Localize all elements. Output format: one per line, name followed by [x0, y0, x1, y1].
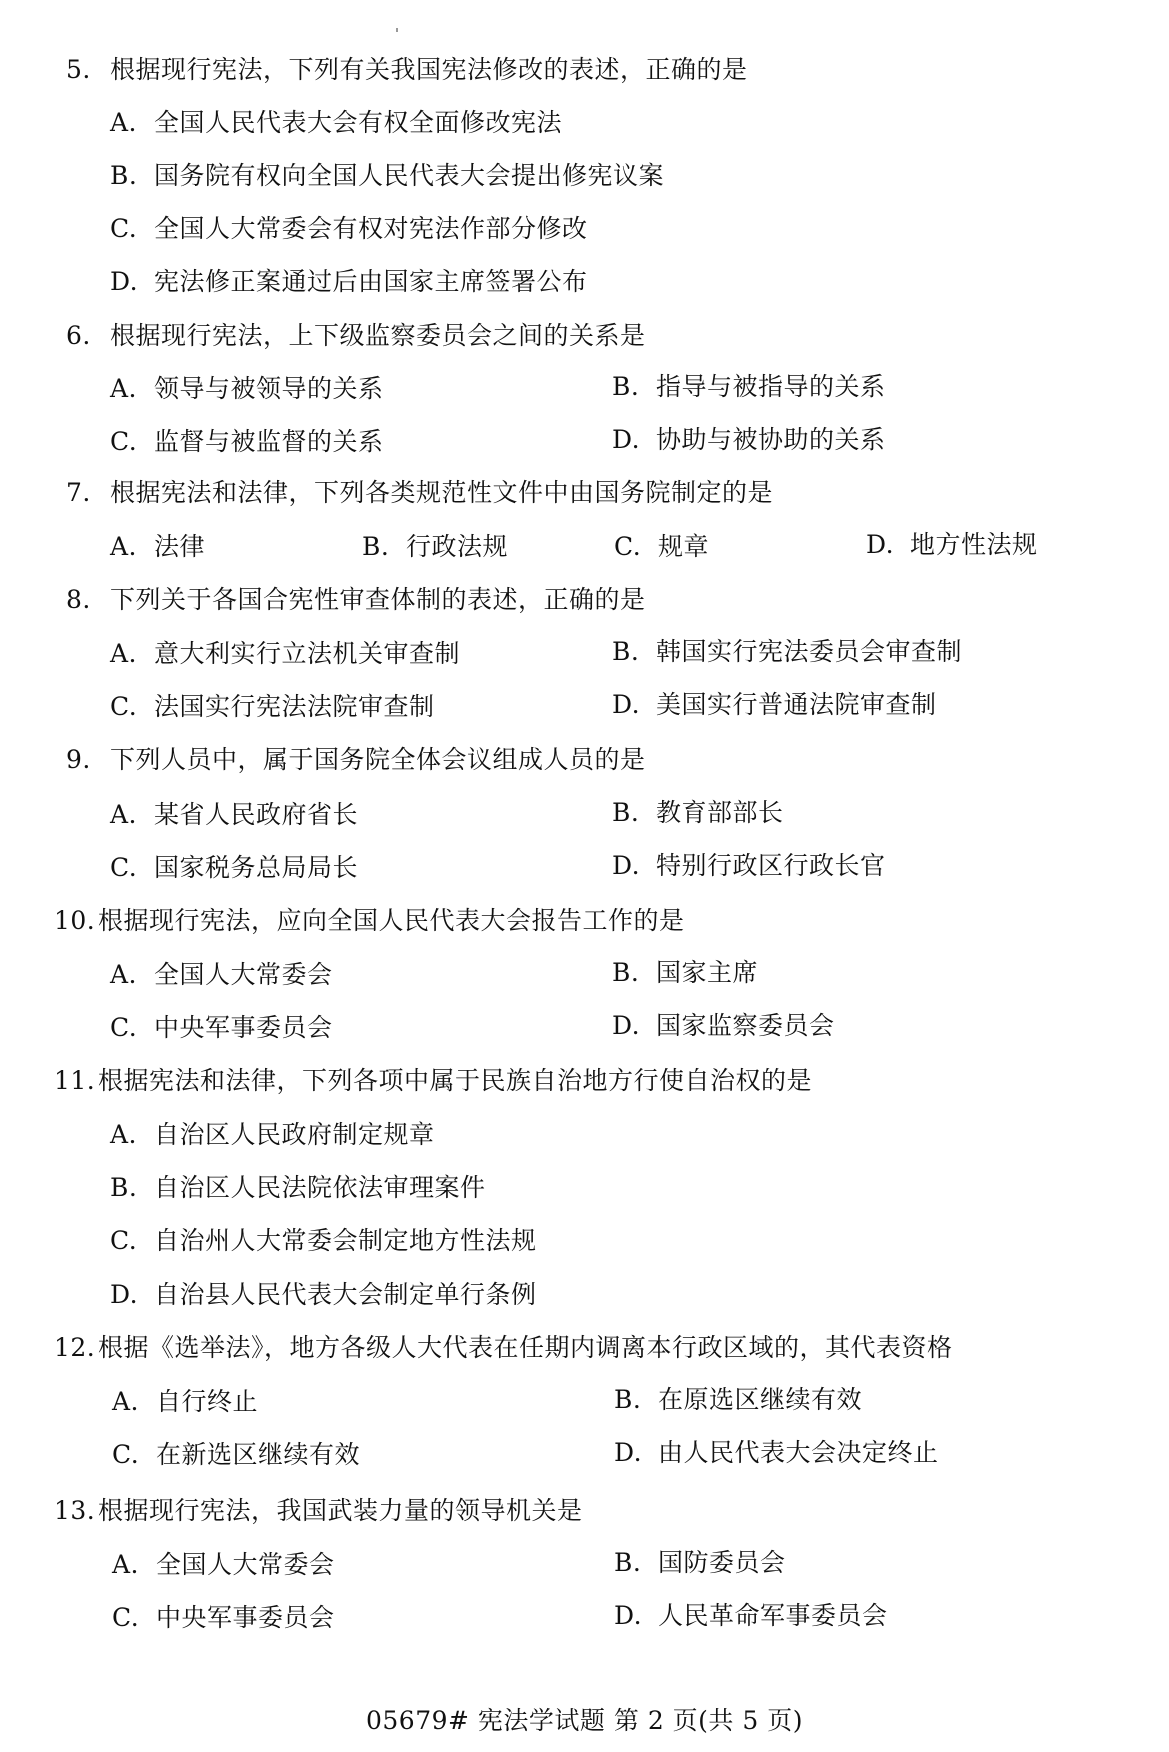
- question-text: 根据现行宪法，下列有关我国宪法修改的表述，正确的是: [110, 55, 748, 84]
- question-13-option-d: D. 人民革命军事委员会: [614, 1601, 888, 1630]
- question-number: 13.: [54, 1496, 96, 1525]
- question-number: 8.: [66, 585, 91, 614]
- question-number: 6.: [66, 321, 91, 350]
- question-11-option-a: A. 自治区人民政府制定规章: [110, 1120, 435, 1149]
- question-text: 根据宪法和法律，下列各类规范性文件中由国务院制定的是: [110, 478, 774, 507]
- question-text: 下列人员中，属于国务院全体会议组成人员的是: [110, 745, 646, 774]
- question-13-stem: [54, 1496, 583, 1526]
- question-7-option-d: D. 地方性法规: [866, 530, 1038, 559]
- question-10-option-c: C. 中央军事委员会: [110, 1013, 333, 1042]
- question-11-option-b: B. 自治区人民法院依法审理案件: [110, 1173, 486, 1202]
- question-12-option-d: D. 由人民代表大会决定终止: [614, 1438, 939, 1467]
- question-7-option-a: A. 法律: [110, 532, 206, 561]
- question-13-option-a: A. 全国人大常委会: [112, 1550, 335, 1579]
- question-number: 11.: [54, 1066, 96, 1095]
- question-6-option-d: D. 协助与被协助的关系: [612, 425, 886, 454]
- question-text: 根据现行宪法，我国武装力量的领导机关是: [98, 1496, 583, 1525]
- question-number: 7.: [66, 478, 91, 507]
- question-5-option-a: A. 全国人民代表大会有权全面修改宪法: [110, 108, 563, 137]
- question-13-option-c: C. 中央军事委员会: [112, 1603, 335, 1632]
- question-5-stem: [66, 55, 748, 85]
- question-6-option-c: C. 监督与被监督的关系: [110, 427, 384, 456]
- question-8-stem: [66, 585, 646, 615]
- question-number: 5.: [66, 55, 91, 84]
- question-9-option-d: D. 特别行政区行政长官: [612, 851, 886, 880]
- question-7-stem: [66, 478, 773, 508]
- question-8-option-b: B. 韩国实行宪法委员会审查制: [612, 637, 963, 666]
- question-8-option-c: C. 法国实行宪法法院审查制: [110, 692, 435, 721]
- scan-speck: [396, 28, 398, 32]
- question-7-option-b: B. 行政法规: [362, 532, 509, 561]
- question-text: 根据现行宪法，应向全国人民代表大会报告工作的是: [98, 906, 685, 935]
- question-6-option-a: A. 领导与被领导的关系: [110, 374, 384, 403]
- question-text: 根据《选举法》，地方各级人大代表在任期内调离本行政区域的，其代表资格: [98, 1333, 953, 1362]
- question-10-option-b: B. 国家主席: [612, 958, 759, 987]
- question-number: 12.: [54, 1333, 96, 1362]
- question-11-option-d: D. 自治县人民代表大会制定单行条例: [110, 1280, 537, 1309]
- question-12-stem: [54, 1333, 953, 1363]
- question-8-option-a: A. 意大利实行立法机关审查制: [110, 639, 461, 668]
- question-9-option-c: C. 国家税务总局局长: [110, 853, 359, 882]
- question-13-option-b: B. 国防委员会: [614, 1548, 786, 1577]
- question-12-option-b: B. 在原选区继续有效: [614, 1385, 863, 1414]
- question-number: 9.: [66, 745, 91, 774]
- question-6-option-b: B. 指导与被指导的关系: [612, 372, 886, 401]
- question-text: 根据现行宪法，上下级监察委员会之间的关系是: [110, 321, 646, 350]
- question-5-option-c: C. 全国人大常委会有权对宪法作部分修改: [110, 214, 588, 243]
- question-11-option-c: C. 自治州人大常委会制定地方性法规: [110, 1226, 537, 1255]
- question-11-stem: [54, 1066, 813, 1096]
- question-9-option-a: A. 某省人民政府省长: [110, 800, 359, 829]
- question-5-option-b: B. 国务院有权向全国人民代表大会提出修宪议案: [110, 161, 665, 190]
- question-text: 下列关于各国合宪性审查体制的表述，正确的是: [110, 585, 646, 614]
- question-9-option-b: B. 教育部部长: [612, 798, 784, 827]
- question-text: 根据宪法和法律，下列各项中属于民族自治地方行使自治权的是: [98, 1066, 813, 1095]
- question-9-stem: [66, 745, 646, 775]
- question-6-stem: [66, 321, 646, 351]
- question-10-option-a: A. 全国人大常委会: [110, 960, 333, 989]
- page-footer: 05679# 宪法学试题 第 2 页(共 5 页): [366, 1706, 803, 1735]
- question-7-option-c: C. 规章: [614, 532, 710, 561]
- question-12-option-c: C. 在新选区继续有效: [112, 1440, 361, 1469]
- question-5-option-d: D. 宪法修正案通过后由国家主席签署公布: [110, 267, 588, 296]
- question-number: 10.: [54, 906, 96, 935]
- question-12-option-a: A. 自行终止: [112, 1387, 259, 1416]
- question-10-stem: [54, 906, 685, 936]
- question-10-option-d: D. 国家监察委员会: [612, 1011, 835, 1040]
- question-8-option-d: D. 美国实行普通法院审查制: [612, 690, 937, 719]
